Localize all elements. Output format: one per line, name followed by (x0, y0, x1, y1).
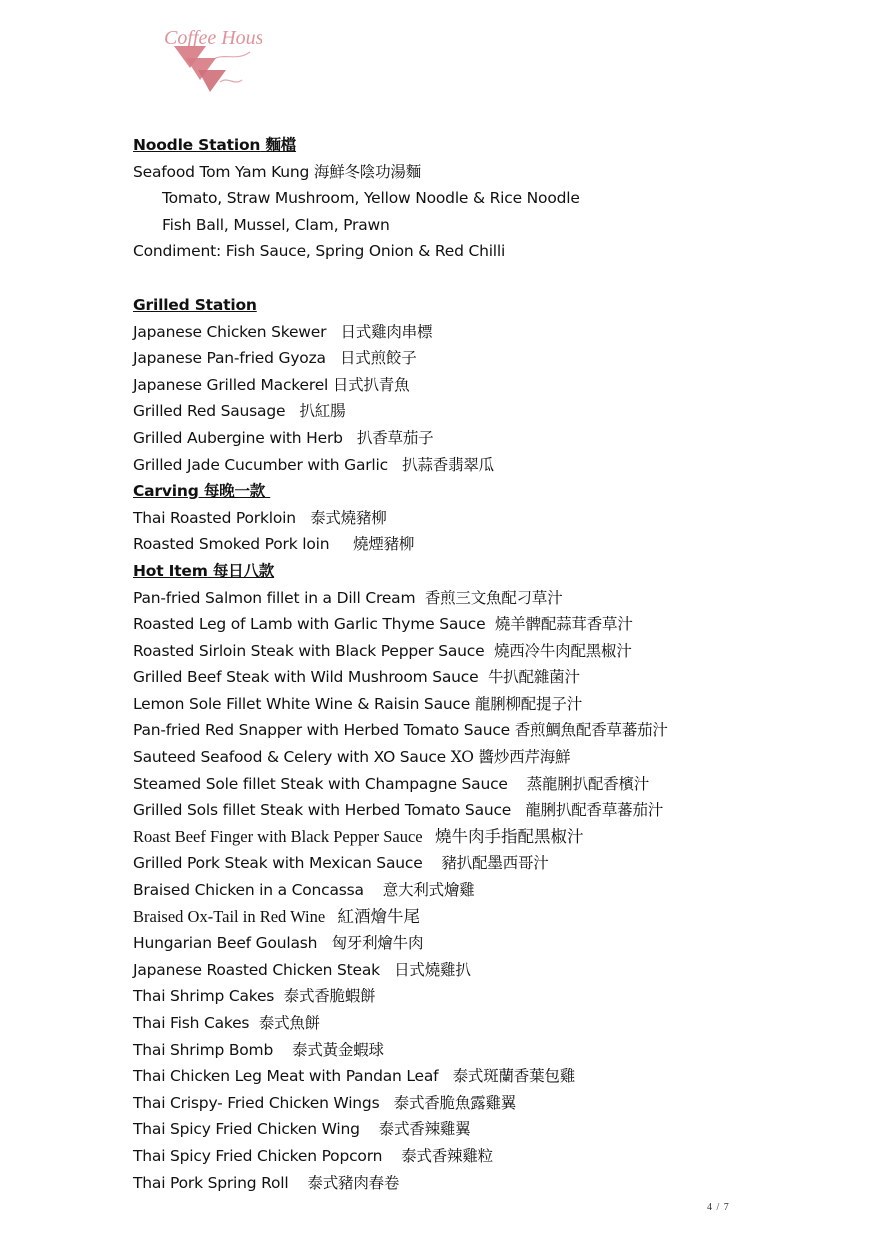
noodle-heading-en: Noodle Station (133, 136, 261, 154)
item-name-en: Thai Fish Cakes (133, 1014, 250, 1032)
item-name-zh: 日式煎餃子 (340, 349, 417, 368)
item-name-zh: 燒煙豬柳 (352, 535, 415, 554)
item-name-en: Thai Shrimp Bomb (133, 1040, 274, 1059)
item-name-zh: 扒蒜香翡翠瓜 (402, 455, 494, 474)
menu-item (133, 1037, 833, 1064)
item-name-zh: 燒西冷牛肉配黑椒汁 (493, 641, 632, 660)
item-name-zh: 紅酒燴牛尾 (337, 906, 421, 926)
menu-item (133, 771, 833, 798)
menu-item (133, 983, 833, 1010)
grilled-station-heading: Grilled Station (133, 295, 257, 314)
item-name-en: Pan-fried Red Snapper with Herbed Tomato Sauce (133, 721, 510, 740)
menu-item (133, 585, 833, 612)
menu-item (133, 717, 833, 744)
hot-item-heading (133, 558, 833, 585)
item-name-en: Roasted Sirloin Steak with Black Pepper Sauce (133, 641, 485, 660)
item-name-en: Grilled Aubergine with Herb (133, 428, 343, 447)
menu-item (133, 824, 833, 851)
menu-item (133, 957, 833, 984)
item-name-en: Grilled Jade Cucumber with Garlic (133, 455, 388, 474)
item-name-en: Japanese Pan-fried Gyoza (133, 349, 326, 368)
item-name-en: Thai Roasted Porkloin (133, 508, 296, 527)
item-name-en: Sauteed Seafood & Celery with XO Sauce (133, 748, 447, 767)
item-name-zh: 泰式香辣雞粒 (401, 1146, 493, 1165)
item-name-en: Steamed Sole fillet Steak with Champagne Sauce (133, 774, 508, 793)
item-name-zh: 意大利式燴雞 (382, 881, 475, 900)
hot-heading-en: Hot Item (133, 561, 208, 580)
item-name-zh: 香煎鯛魚配香草蕃茄汁 (514, 721, 668, 740)
menu-item (133, 1090, 833, 1117)
carving-heading-en: Carving (133, 482, 199, 501)
menu-item (133, 797, 833, 824)
noodle-detail-2: Fish Ball, Mussel, Clam, Prawn (162, 215, 390, 234)
item-name-zh: 日式雞肉串標 (340, 322, 433, 341)
menu-item (133, 1063, 833, 1090)
item-name-zh: 龍脷柳配提子汁 (474, 694, 582, 713)
menu-item (133, 531, 833, 558)
item-name-zh: 泰式斑蘭香葉包雞 (452, 1067, 576, 1086)
item-name-zh: 蒸龍脷扒配香檳汁 (526, 774, 650, 793)
item-name-zh: 扒紅腸 (299, 402, 346, 421)
section-gap (133, 265, 833, 292)
item-name-zh: 日式扒青魚 (332, 375, 410, 394)
item-name-en: Thai Pork Spring Roll (133, 1173, 289, 1192)
noodle-heading-zh: 麵檔 (265, 135, 297, 154)
noodle-condiment: Condiment: Fish Sauce, Spring Onion & Red Chilli (133, 242, 506, 261)
menu-item (133, 664, 833, 691)
menu-content (133, 132, 833, 1196)
coffee-house-logo (162, 22, 262, 98)
logo-text: Coffee House (164, 27, 262, 49)
menu-item (133, 425, 833, 452)
item-name-en: Thai Chicken Leg Meat with Pandan Leaf (133, 1067, 439, 1086)
menu-item (133, 452, 833, 479)
item-name-en: Japanese Roasted Chicken Steak (133, 960, 380, 979)
item-name-zh: 日式燒雞扒 (394, 960, 471, 979)
item-name-zh: 泰式香脆魚露雞翼 (393, 1093, 517, 1112)
menu-item (133, 319, 833, 346)
item-name-en: Lemon Sole Fillet White Wine & Raisin Sauce (133, 694, 471, 713)
item-name-en: Pan-fried Salmon fillet in a Dill Cream (133, 588, 416, 607)
item-name-en: Japanese Chicken Skewer (133, 322, 327, 341)
item-name-zh: 燒羊髀配蒜茸香草汁 (494, 615, 633, 634)
item-name-en: Thai Spicy Fried Chicken Wing (133, 1120, 360, 1139)
item-name-zh: 泰式燒豬柳 (310, 508, 387, 527)
item-name-zh: 燒牛肉手指配黑椒汁 (434, 826, 584, 846)
noodle-dish (133, 159, 833, 186)
item-name-zh: 扒香草茄子 (356, 428, 434, 447)
item-name-en: Grilled Pork Steak with Mexican Sauce (133, 854, 423, 873)
item-name-en: Thai Crispy- Fried Chicken Wings (133, 1093, 380, 1112)
menu-item (133, 904, 833, 931)
item-name-zh: 香煎三文魚配刁草汁 (424, 588, 563, 607)
carving-heading-zh: 每晚一款 (203, 481, 266, 501)
item-name-en: Roasted Leg of Lamb with Garlic Thyme Sauce (133, 615, 486, 634)
item-name-en: Roast Beef Finger with Black Pepper Sauce (133, 826, 423, 846)
item-name-en: Japanese Grilled Mackerel (133, 375, 329, 394)
menu-item (133, 691, 833, 718)
logo-graphic (162, 22, 262, 98)
item-name-zh: XO 醬炒西芹海鮮 (450, 748, 571, 767)
menu-item (133, 1143, 833, 1170)
item-name-en: Grilled Red Sausage (133, 402, 286, 421)
menu-item (133, 1116, 833, 1143)
item-name-en: Thai Spicy Fried Chicken Popcorn (133, 1146, 383, 1165)
noodle-dish-en: Seafood Tom Yam Kung (133, 162, 310, 181)
item-name-en: Braised Ox-Tail in Red Wine (133, 906, 326, 926)
item-name-en: Braised Chicken in a Concassa (133, 881, 364, 900)
item-name-zh: 泰式香辣雞翼 (378, 1120, 471, 1139)
item-name-en: Hungarian Beef Goulash (133, 934, 318, 953)
menu-item (133, 505, 833, 532)
item-name-zh: 匈牙利燴牛肉 (331, 934, 424, 953)
menu-item (133, 638, 833, 665)
carving-heading (133, 478, 833, 505)
item-name-zh: 泰式豬肉春卷 (307, 1173, 400, 1192)
menu-item (133, 1010, 833, 1037)
noodle-station-heading (133, 132, 833, 159)
hot-heading-zh: 每日八款 (212, 560, 275, 580)
item-name-en: Grilled Beef Steak with Wild Mushroom Sauce (133, 668, 479, 687)
item-name-zh: 泰式香脆蝦餅 (283, 987, 376, 1006)
noodle-detail-1: Tomato, Straw Mushroom, Yellow Noodle & Rice Noodle (162, 189, 580, 208)
item-name-en: Roasted Smoked Pork loin (133, 535, 330, 554)
menu-item (133, 850, 833, 877)
menu-item (133, 1170, 833, 1197)
menu-item (133, 930, 833, 957)
menu-item (133, 345, 833, 372)
item-name-zh: 泰式黃金蝦球 (292, 1040, 384, 1059)
menu-item (133, 744, 833, 771)
item-name-en: Thai Shrimp Cakes (133, 987, 275, 1006)
menu-item (133, 372, 833, 399)
page-number: 4 / 7 (707, 1202, 730, 1213)
menu-item (133, 877, 833, 904)
noodle-dish-zh: 海鮮冬陰功湯麵 (313, 162, 421, 181)
menu-item (133, 398, 833, 425)
item-name-zh: 泰式魚餅 (258, 1014, 320, 1032)
item-name-en: Grilled Sols fillet Steak with Herbed Tomato Sauce (133, 801, 512, 820)
menu-item (133, 611, 833, 638)
item-name-zh: 龍脷扒配香草蕃茄汁 (525, 801, 664, 820)
item-name-zh: 豬扒配墨西哥汁 (441, 854, 549, 873)
item-name-zh: 牛扒配雜菌汁 (487, 668, 580, 687)
